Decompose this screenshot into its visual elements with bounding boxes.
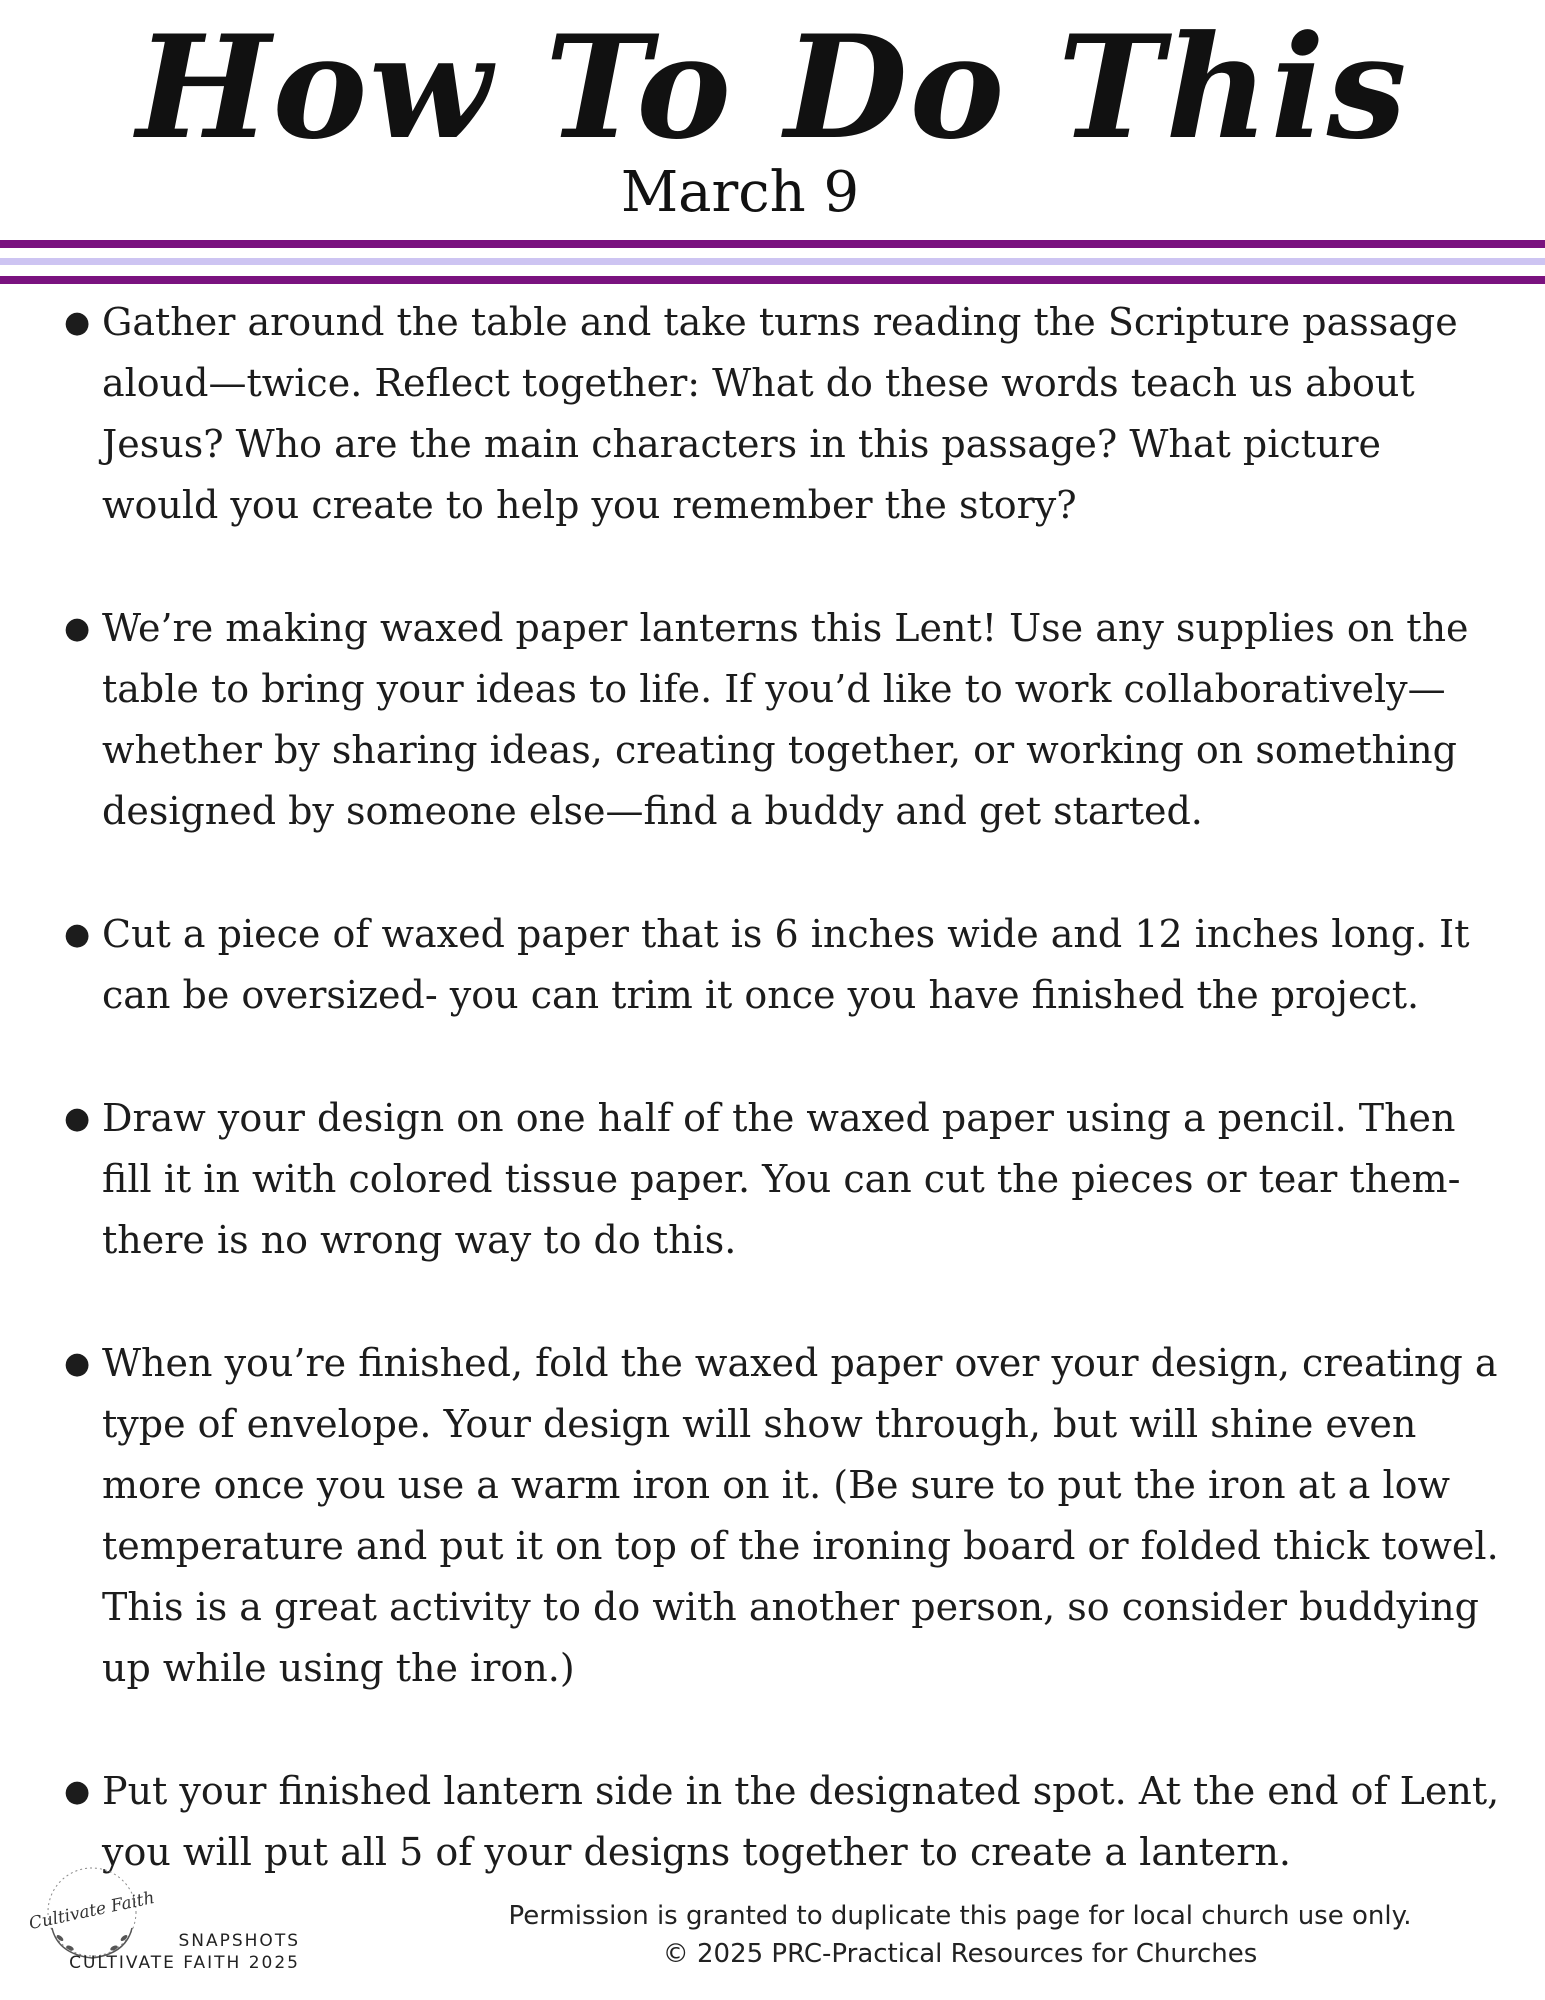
divider-stripe-dark-bottom bbox=[0, 276, 1545, 284]
instruction-text: Put your finished lantern side in the designated spot. At the end of Lent, you will put all 5 of your designs together to create a lantern. bbox=[102, 1769, 1500, 1874]
instruction-item bbox=[0, 1088, 1545, 1271]
instruction-item bbox=[0, 598, 1545, 842]
logo-text: Cultivate Faith bbox=[27, 1887, 157, 1935]
divider-stripe-dark-top bbox=[0, 240, 1545, 248]
footer bbox=[430, 1897, 1490, 1973]
bullet-icon: ● bbox=[64, 305, 91, 340]
instruction-text: Gather around the table and take turns reading the Scripture passage aloud—twice. Reflect together: What do these words teach us about Jesus? Who are the main characters in this passage? What picture would you create to help you remember the story? bbox=[102, 300, 1458, 527]
instruction-item bbox=[0, 1333, 1545, 1699]
page-title: How To Do This bbox=[136, 5, 1409, 171]
instruction-list bbox=[0, 292, 1545, 1945]
instruction-item bbox=[0, 292, 1545, 536]
instruction-item bbox=[0, 904, 1545, 1026]
bullet-icon: ● bbox=[64, 1774, 91, 1809]
brand-block bbox=[40, 1930, 300, 1974]
copyright-notice: © 2025 PRC-Practical Resources for Churches bbox=[662, 1939, 1258, 1969]
bullet-icon: ● bbox=[64, 917, 91, 952]
instruction-text: Cut a piece of waxed paper that is 6 inches wide and 12 inches long. It can be oversized- you can trim it once you have finished the project. bbox=[102, 912, 1470, 1017]
brand-snapshots: SNAPSHOTS bbox=[178, 1931, 300, 1951]
bullet-icon: ● bbox=[64, 1346, 91, 1381]
instruction-item bbox=[0, 1761, 1545, 1883]
page-header bbox=[0, 0, 1545, 240]
instruction-text: We’re making waxed paper lanterns this Lent! Use any supplies on the table to bring your ideas to life. If you’d like to work collaboratively—whether by sharing ideas, creating together, or working on something designed by someone else—find a buddy and get started. bbox=[102, 606, 1469, 833]
bullet-icon: ● bbox=[64, 611, 91, 646]
permission-notice: Permission is granted to duplicate this page for local church use only. bbox=[508, 1901, 1412, 1931]
brand-name: CULTIVATE FAITH 2025 bbox=[69, 1953, 300, 1973]
bullet-icon: ● bbox=[64, 1101, 91, 1136]
page-date: March 9 bbox=[620, 160, 860, 225]
instruction-text: Draw your design on one half of the waxed paper using a pencil. Then fill it in with colored tissue paper. You can cut the pieces or tear them- there is no wrong way to do this. bbox=[102, 1096, 1461, 1262]
instruction-text: When you’re finished, fold the waxed paper over your design, creating a type of envelope. Your design will show through, but will shine even more once you use a warm iron on it. (Be sure to put the iron at a low temperature and put it on top of the ironing board or folded thick towel. This is a great activity to do with another person, so consider buddying up while using the iron.) bbox=[102, 1341, 1499, 1690]
divider-stripe-light bbox=[0, 258, 1545, 265]
